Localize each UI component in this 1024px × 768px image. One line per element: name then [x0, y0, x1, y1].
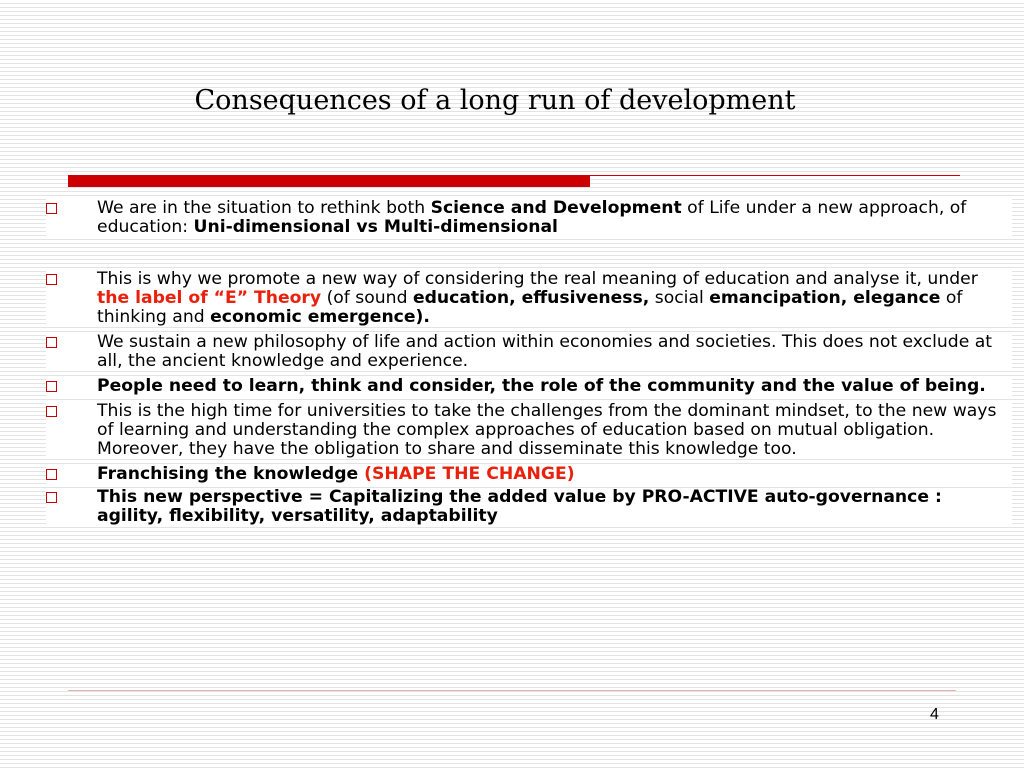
- bullet-text: social: [649, 288, 710, 308]
- page-number: 4: [930, 706, 939, 723]
- bullet-text: of Life under a new approach, of education:: [97, 198, 967, 237]
- hollow-square-bullet-icon: [46, 381, 57, 392]
- hollow-square-bullet-icon: [46, 406, 57, 417]
- bullet-item-franchising: [46, 465, 1012, 484]
- bullet-text: We are in the situation to rethink both: [97, 198, 431, 218]
- slide-title: Consequences of a long run of development: [194, 85, 796, 116]
- bullet-text: This is the high time for universities to take the challenges from the dominant mindset, to the new ways of learning and understanding the complex approaches of education based on mutual obligation. Moreover, they have the obligation to share and disseminate this knowledge too.: [97, 401, 997, 459]
- hollow-square-bullet-icon: [46, 203, 57, 214]
- bullet-text-bold: Uni-dimensional vs Multi-dimensional: [193, 217, 558, 237]
- hollow-square-bullet-icon: [46, 469, 57, 480]
- title-divider-thin: [590, 175, 960, 176]
- bullet-text-bold: Franchising the knowledge: [97, 464, 365, 484]
- bullet-text-highlight: the label of “E” Theory: [97, 288, 322, 308]
- bullet-item-philosophy: [46, 333, 1012, 371]
- bullet-text: We sustain a new philosophy of life and action within economies and societies. This does not exclude at all, the ancient knowledge and experience.: [97, 332, 993, 371]
- bullet-text: of thinking and: [97, 288, 963, 327]
- bullet-text-bold: Science and Development: [430, 198, 682, 218]
- bullet-item-e-theory: [46, 270, 1012, 327]
- hollow-square-bullet-icon: [46, 337, 57, 348]
- bullet-text-bold: emancipation, elegance: [709, 288, 941, 308]
- hollow-square-bullet-icon: [46, 492, 57, 503]
- title-divider-thick: [68, 175, 590, 187]
- bullet-text-bold: People need to learn, think and consider, the role of the community and the value of being.: [97, 376, 986, 396]
- bullet-item-community: [46, 377, 1012, 396]
- bullet-item-rethink: [46, 199, 1012, 237]
- bullet-text-bold: This new perspective = Capitalizing the added value by PRO-ACTIVE auto-governance : agility, flexibility, versatility, adaptability: [97, 487, 942, 526]
- bullet-text-bold: economic emergence).: [210, 307, 430, 327]
- bullet-list: [46, 199, 1012, 526]
- bullet-text-bold: education, effusiveness,: [412, 288, 650, 308]
- bullet-text: (of sound: [321, 288, 413, 308]
- bullet-text: This is why we promote a new way of considering the real meaning of education and analyse it, under: [97, 269, 978, 289]
- footer-divider: [68, 690, 956, 691]
- bullet-text-highlight: (SHAPE THE CHANGE): [364, 464, 575, 484]
- bullet-item-perspective: [46, 488, 1012, 526]
- hollow-square-bullet-icon: [46, 274, 57, 285]
- bullet-item-universities: [46, 402, 1012, 459]
